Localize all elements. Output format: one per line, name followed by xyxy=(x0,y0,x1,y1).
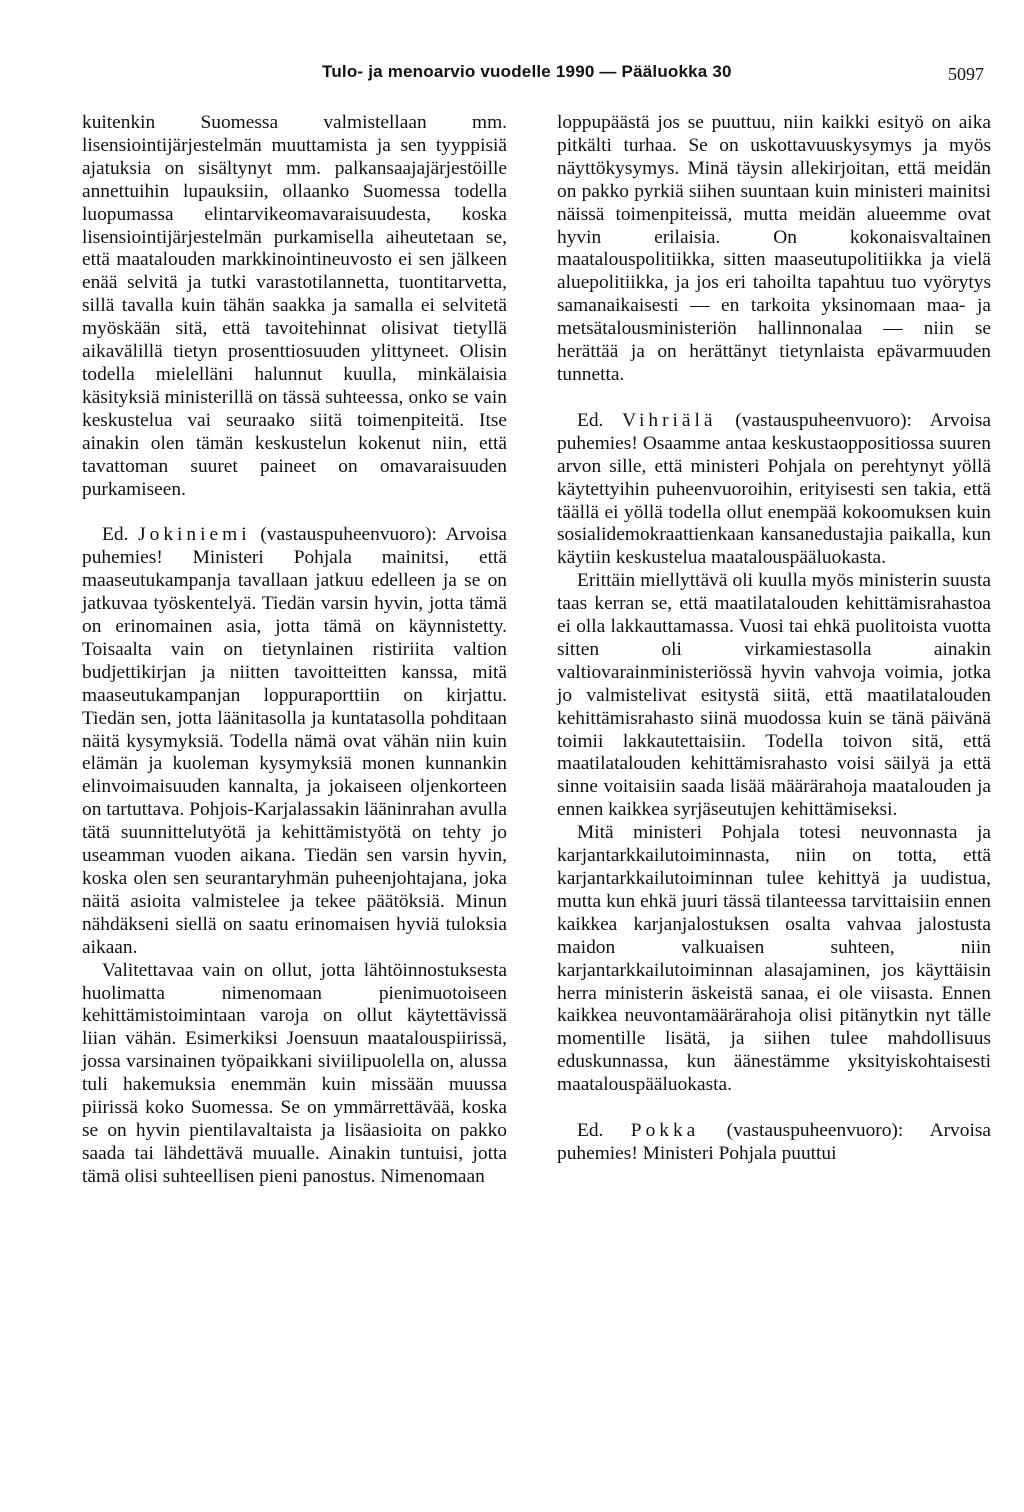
running-title: Tulo- ja menoarvio vuodelle 1990 — Pääluokka 30 xyxy=(322,62,732,81)
speech-prefix: Ed. xyxy=(577,409,604,431)
speech-text: (vastauspuheenvuoro): Arvoisa puhemies! Ministeri Pohjala mainitsi, että maaseutukampanja tavallaan jatkuu edelleen ja se on jatkuvaa työskentelyä. Tiedän varsin hyvin, jotta tämä on erinomainen asia, jotta tämä on käynnistetty. Toisaalta vain on tietynlainen ristiriita valtion budjettikirjan ja niitten tavoitteitten kanssa, mitä maaseutukampanjan loppuraporttiin on kirjattu. Tiedän sen, jotta läänitasolla ja kuntatasolla pohditaan näitä kysymyksiä. Todella nämä ovat vähän niin kuin elämän ja kuoleman kysymyksiä monen kunnankin elinvoimaisuuden kannalta, ja jokaiseen oljenkorteen on tartuttava. Pohjois-Karjalassakin lääninrahan avulla tätä suunnittelutyötä ja kehittämistyötä on tehty jo useamman vuoden aikana. Tiedän sen varsin hyvin, koska olen sen seurantaryhmän puheenjohtajana, joka näitä asioita valmistelee ja tekee päätöksiä. Minun nähdäkseni siellä on saatu erinomaisen hyviä tuloksia aikaan. xyxy=(82,524,507,958)
speech-text: (vastauspuheenvuoro): Arvoisa puhemies! Osaamme antaa keskustaoppositiossa suuren arvon sille, että ministeri Pohjala on perehtynyt yöllä käytettyihin puheenvuoroihin, erityisesti sen takia, että täällä ei yöllä todella ollut enempää kokoomuksen kuin sosialidemokraattienkaan kansanedustajia paikalla, kun käytiin keskustelua maatalouspääluokasta. xyxy=(557,409,991,569)
paragraph-continuation: kuitenkin Suomessa valmistellaan mm. lisensiointijärjestelmän muuttamista ja sen tyyppisiä ajatuksia on sisältynyt mm. palkansaajajärjestöille annettuihin lupauksiin, ollaanko Suomessa todella luopumassa elintarvikeomavaraisuudesta, koska lisensiointijärjestelmän purkamisella aiheutetaan se, että maatalouden markkinointineuvosto ei sen jälkeen enää selvitä ja tutki varastotilannetta, tuontitarvetta, sillä tavalla kuin tähän saakka ja samalla ei selvitetä myöskään sitä, että tavoitehinnat olisivat tietyllä aikavälillä tietyn prosenttiosuuden ylittyneet. Olisin todella mielelläni halunnut kuulla, minkälaisia käsityksiä ministerillä on tässä suhteessa, onko se vain keskustelua vai seuraako siitä toimenpiteitä. Itse ainakin olen tämän keskustelun kokenut niin, että tavattoman suuret paineet on omavaraisuuden purkamiseen. xyxy=(82,112,507,500)
speaker-name: Vihriälä xyxy=(622,409,717,431)
speaker-name: Jokiniemi xyxy=(138,524,251,546)
page-header xyxy=(0,62,1024,92)
speech-vihriala xyxy=(557,410,991,570)
paragraph: Erittäin miellyttävä oli kuulla myös ministerin suusta taas kerran se, että maatilatalouden kehittämisrahastoa ei olla lakkauttamassa. Vuosi tai ehkä puolitoista vuotta sitten oli virkamiestasolla ainakin valtiovarainministeriössä hyvin vahvoja voimia, jotka jo valmistelivat esitystä siitä, että maatilatalouden kehittämisrahasto siinä muodossa kuin se tänä päivänä toimii lakkautettaisiin. Todella toivon sitä, että maatilatalouden kehittämisrahasto voisi säilyä ja että sinne voitaisiin saada lisää määrärahoja maatalouden ja ennen kaikkea syrjäseutujen kehittämiseksi. xyxy=(557,570,991,821)
paragraph-continuation: loppupäästä jos se puuttuu, niin kaikki esityö on aika pitkälti turhaa. Se on uskottavuuskysymys ja myös näyttökysymys. Minä täysin allekirjoitan, että meidän on pakko pyrkiä siihen suuntaan kuin ministeri mainitsi näissä toimenpiteissä, mutta meidän alueemme ovat hyvin erilaisia. On kokonaisvaltainen maatalouspolitiikka, sitten maaseutupolitiikka ja vielä aluepolitiikka, ja jos eri tahoilta tapahtuu tuo vyörytys samanaikaisesti — en tarkoita yksinomaan maa- ja metsätalousministeriön hallinnonalaa — niin se herättää ja on herättänyt tietynlaista epävarmuuden tunnetta. xyxy=(557,112,991,385)
speaker-name: Pokka xyxy=(630,1120,700,1142)
speech-prefix: Ed. xyxy=(577,1120,604,1142)
speech-jokiniemi xyxy=(82,524,507,959)
left-column xyxy=(82,112,507,1189)
right-column xyxy=(557,112,991,1166)
paragraph: Valitettavaa vain on ollut, jotta lähtöinnostuksesta huolimatta nimenomaan pienimuotoiseen kehittämistoimintaan varoja on ollut käytettävissä liian vähän. Esimerkiksi Joensuun maatalouspiirissä, jossa varsinainen työpaikkani siviilipuolella on, alussa tuli hakemuksia enemmän kuin missään muussa piirissä koko Suomessa. Se on ymmärrettävää, koska se on hyvin pientilavaltaista ja lisäasioita on pakko saada tai lähdettävä muualle. Ainakin tuntuisi, jotta tämä olisi suhteellisen pieni panostus. Nimenomaan xyxy=(82,959,507,1187)
speech-prefix: Ed. xyxy=(102,524,129,546)
paragraph: Mitä ministeri Pohjala totesi neuvonnasta ja karjantarkkailutoiminnasta, niin on totta, että karjantarkkailutoiminnan tulee kehittyä ja uudistua, mutta kun ehkä juuri tässä tilanteessa tarvittaisiin ennen kaikkea karjanjalostuksen osalta vahvaa jalostusta maidon valkuaisen suhteen, niin karjantarkkailutoiminnan alasajaminen, jos käyttäisin herra ministerin äskeistä sanaa, ei ole viisasta. Ennen kaikkea neuvontamäärärahoja olisi pitänytkin nyt tälle momentille lisätä, ja siihen tulee mahdollisuus eduskunnassa, kun äänestämme yksityiskohtaisesti maatalouspääluokasta. xyxy=(557,822,991,1096)
page-number: 5097 xyxy=(948,64,984,84)
speech-pokka xyxy=(557,1120,991,1166)
speech-text: (vastauspuheenvuoro): Arvoisa puhemies! Ministeri Pohjala puuttui xyxy=(557,1120,991,1164)
